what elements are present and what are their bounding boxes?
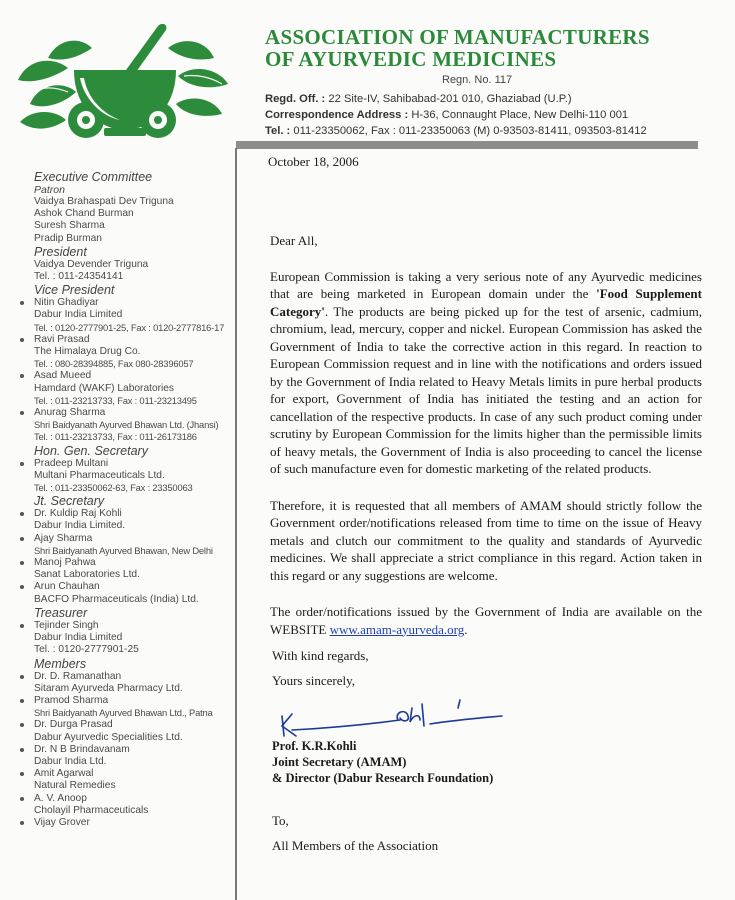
patron-name: Ashok Chand Burman bbox=[34, 208, 134, 220]
treasurer-entry bbox=[34, 620, 236, 657]
member-org: Sanat Laboratories Ltd. bbox=[34, 569, 140, 581]
member-name: Dr. D. Ramanathan bbox=[34, 670, 122, 682]
member-org: Natural Remedies bbox=[34, 780, 116, 792]
paragraph-european-commission bbox=[270, 268, 702, 478]
amam-logo-mortar-pestle-icon bbox=[8, 18, 236, 150]
member-tel: Tel. : 011-23213733, Fax : 011-23213495 bbox=[34, 394, 197, 406]
member-name: Dr. Durga Prasad bbox=[34, 719, 113, 731]
jt-secretary-entry bbox=[34, 581, 236, 605]
organization-title-line2: OF AYURVEDIC MEDICINES bbox=[265, 47, 557, 71]
bullet-icon bbox=[20, 411, 24, 415]
member-name: Pramod Sharma bbox=[34, 694, 109, 706]
bullet-icon bbox=[20, 772, 24, 776]
member-entry bbox=[34, 671, 236, 695]
registered-office-label: Regd. Off. : bbox=[265, 93, 326, 105]
president-heading: President bbox=[34, 244, 87, 259]
member-org: Shri Baidyanath Ayurved Bhawan Ltd. (Jhansi) bbox=[34, 419, 219, 431]
recipient-block bbox=[272, 808, 438, 858]
member-org: Sitaram Ayurveda Pharmacy Ltd. bbox=[34, 682, 183, 694]
handwritten-signature bbox=[270, 690, 510, 742]
registered-office-value: 22 Site-IV, Sahibabad-201 010, Ghaziabad (U.P.) bbox=[328, 93, 572, 105]
patron-name: Suresh Sharma bbox=[34, 220, 105, 232]
vice-president-entry bbox=[34, 370, 236, 407]
member-name: Dr. Kuldip Raj Kohli bbox=[34, 508, 122, 520]
bullet-icon bbox=[20, 561, 24, 565]
hon-gen-secretary-heading: Hon. Gen. Secretary bbox=[34, 443, 148, 458]
member-entry bbox=[34, 793, 236, 817]
letterhead-addresses bbox=[265, 91, 647, 139]
registration-number: Regn. No. 117 bbox=[442, 74, 513, 86]
member-org: Dabur India Limited bbox=[34, 632, 123, 644]
patron-name: Pradip Burman bbox=[34, 232, 102, 244]
bullet-icon bbox=[20, 301, 24, 305]
member-org: Multani Pharmaceuticals Ltd. bbox=[34, 469, 165, 481]
bullet-icon bbox=[20, 797, 24, 801]
member-entry bbox=[34, 768, 236, 792]
regards-line: With kind regards, bbox=[272, 648, 369, 663]
vice-president-entry bbox=[34, 407, 236, 444]
member-name: Ajay Sharma bbox=[34, 532, 93, 544]
member-name: Ravi Prasad bbox=[34, 333, 90, 345]
jt-secretary-entry bbox=[34, 533, 236, 557]
bullet-icon bbox=[20, 675, 24, 679]
contact-numbers bbox=[265, 123, 647, 139]
member-entry bbox=[34, 817, 236, 829]
recipient: All Members of the Association bbox=[272, 838, 439, 853]
yours-sincerely-line: Yours sincerely, bbox=[272, 673, 356, 688]
member-org: Cholayil Pharmaceuticals bbox=[34, 804, 149, 816]
executive-committee-heading: Executive Committee bbox=[34, 170, 153, 184]
member-org: Dabur Ayurvedic Specialities Ltd. bbox=[34, 731, 183, 743]
member-org: Hamdard (WAKF) Laboratories bbox=[34, 382, 175, 394]
letter-body bbox=[270, 232, 702, 638]
president-name: Vaidya Devender Triguna bbox=[34, 258, 149, 270]
member-org: Dabur India Ltd. bbox=[34, 755, 107, 767]
member-tel: Tel. : 080-28394885, Fax 080-28396057 bbox=[34, 358, 194, 370]
member-org: Dabur India Limited bbox=[34, 309, 123, 321]
member-org: Shri Baidyanath Ayurved Bhawan Ltd., Patna bbox=[34, 707, 213, 719]
member-name: Anurag Sharma bbox=[34, 407, 106, 419]
hon-gen-secretary-entry bbox=[34, 458, 236, 495]
jt-secretary-entry bbox=[34, 557, 236, 581]
bullet-icon bbox=[20, 748, 24, 752]
organization-title-line1: ASSOCIATION OF MANUFACTURERS bbox=[265, 25, 650, 49]
member-tel: Tel. : 0120-2777901-25, Fax : 0120-2777816-17 bbox=[34, 321, 225, 333]
patron-name: Vaidya Brahaspati Dev Triguna bbox=[34, 196, 174, 207]
executive-committee-sidebar bbox=[24, 170, 236, 829]
contact-numbers-value: 011-23350062, Fax : 011-23350063 (M) 0-93503-81411, 093503-81412 bbox=[293, 125, 647, 137]
salutation: Dear All, bbox=[270, 233, 318, 248]
paragraph-text: . The products are being picked up for the test of arsenic, cadmium, chromium, lead, mercury, copper and nickel. European Commission has asked the Government of India to take the corrective action in this regard. In reaction to European Commission request and in line with the notifications and orders issued by the Government of India related to Heavy Metals limits in pure herbal products for export, Government of India has initiated the testing and an action for cancellation of the respective products. In case of any such product coming under scrutiny by European Commission for the limits higher than the permissible limits of heavy metals, the Government of India is also proceeding to cancel the license of such manufacture even for domestic marketing of the related products. bbox=[270, 303, 702, 476]
member-name: Arun Chauhan bbox=[34, 581, 100, 593]
correspondence-address bbox=[265, 107, 647, 123]
paragraph-text: The order/notifications issued by the Government of India are available on the WEBSITE bbox=[270, 604, 702, 637]
member-entry bbox=[34, 744, 236, 768]
food-supplement-category-emphasis: 'Food Supplement Category' bbox=[270, 286, 702, 319]
bullet-icon bbox=[20, 537, 24, 541]
letter-date: October 18, 2006 bbox=[268, 154, 359, 169]
member-org: BACFO Pharmaceuticals (India) Ltd. bbox=[34, 593, 199, 605]
registered-office bbox=[265, 91, 647, 107]
signatory-title: Joint Secretary (AMAM) bbox=[272, 755, 407, 769]
member-tel: Tel. : 011-23350062-63, Fax : 23350063 bbox=[34, 482, 193, 494]
paragraph-website-notice bbox=[270, 603, 702, 638]
correspondence-address-value: H-36, Connaught Place, New Delhi-110 001 bbox=[411, 109, 629, 121]
bullet-icon bbox=[20, 821, 24, 825]
member-name: Pradeep Multani bbox=[34, 457, 109, 469]
header-divider-bar bbox=[236, 141, 698, 149]
member-name: Dr. N B Brindavanam bbox=[34, 743, 130, 755]
member-tel: Tel. : 011-23213733, Fax : 011-26173186 bbox=[34, 431, 197, 443]
paragraph-text: . bbox=[464, 621, 468, 637]
signatory-block bbox=[272, 738, 493, 786]
bullet-icon bbox=[20, 699, 24, 703]
bullet-icon bbox=[20, 624, 24, 628]
organization-title bbox=[265, 26, 730, 70]
vice-president-entry bbox=[34, 297, 236, 334]
member-org: The Himalaya Drug Co. bbox=[34, 346, 141, 358]
patron-heading: Patron bbox=[34, 184, 65, 196]
bullet-icon bbox=[20, 512, 24, 516]
member-name: A. V. Anoop bbox=[34, 792, 87, 804]
members-heading: Members bbox=[34, 656, 87, 671]
vice-president-entry bbox=[34, 334, 236, 371]
signatory-name: Prof. K.R.Kohli bbox=[272, 739, 357, 753]
bullet-icon bbox=[20, 338, 24, 342]
member-org: Dabur India Limited. bbox=[34, 520, 126, 532]
paragraph-request-compliance: Therefore, it is requested that all members of AMAM should strictly follow the Government order/notifications released from time to time on the issue of Heavy metals and clutch our commitment to the quality and standards of Ayurvedic medicines. We shall appreciate a strict compliance in this regard. Action taken in this regard or any suggestions are welcome. bbox=[270, 497, 702, 583]
member-org: Shri Baidyanath Ayurved Bhawan, New Delhi bbox=[34, 544, 213, 556]
member-name: Tejinder Singh bbox=[34, 619, 99, 631]
signatory-title: & Director (Dabur Research Foundation) bbox=[272, 771, 494, 785]
member-tel: Tel. : 0120-2777901-25 bbox=[34, 644, 139, 656]
member-name: Vijay Grover bbox=[34, 816, 90, 828]
correspondence-address-label: Correspondence Address : bbox=[265, 109, 409, 121]
member-name: Asad Mueed bbox=[34, 370, 92, 382]
member-entry bbox=[34, 695, 236, 719]
bullet-icon bbox=[20, 374, 24, 378]
website-link[interactable]: www.amam-ayurveda.org bbox=[329, 621, 465, 637]
member-entry bbox=[34, 719, 236, 743]
to-label: To, bbox=[272, 813, 289, 828]
treasurer-heading: Treasurer bbox=[34, 605, 88, 620]
jt-secretary-heading: Jt. Secretary bbox=[34, 494, 105, 509]
bullet-icon bbox=[20, 723, 24, 727]
member-name: Nitin Ghadiyar bbox=[34, 297, 99, 309]
closing bbox=[272, 643, 369, 693]
paragraph-text: European Commission is taking a very serious note of any Ayurvedic medicines that are being marketed in European domain under the bbox=[270, 268, 702, 301]
president-tel: Tel. : 011-24354141 bbox=[34, 271, 124, 283]
member-name: Amit Agarwal bbox=[34, 768, 94, 780]
bullet-icon bbox=[20, 462, 24, 466]
bullet-icon bbox=[20, 585, 24, 589]
member-name: Manoj Pahwa bbox=[34, 557, 96, 569]
contact-numbers-label: Tel. : bbox=[265, 125, 291, 137]
jt-secretary-entry bbox=[34, 508, 236, 532]
vice-president-heading: Vice President bbox=[34, 283, 115, 298]
